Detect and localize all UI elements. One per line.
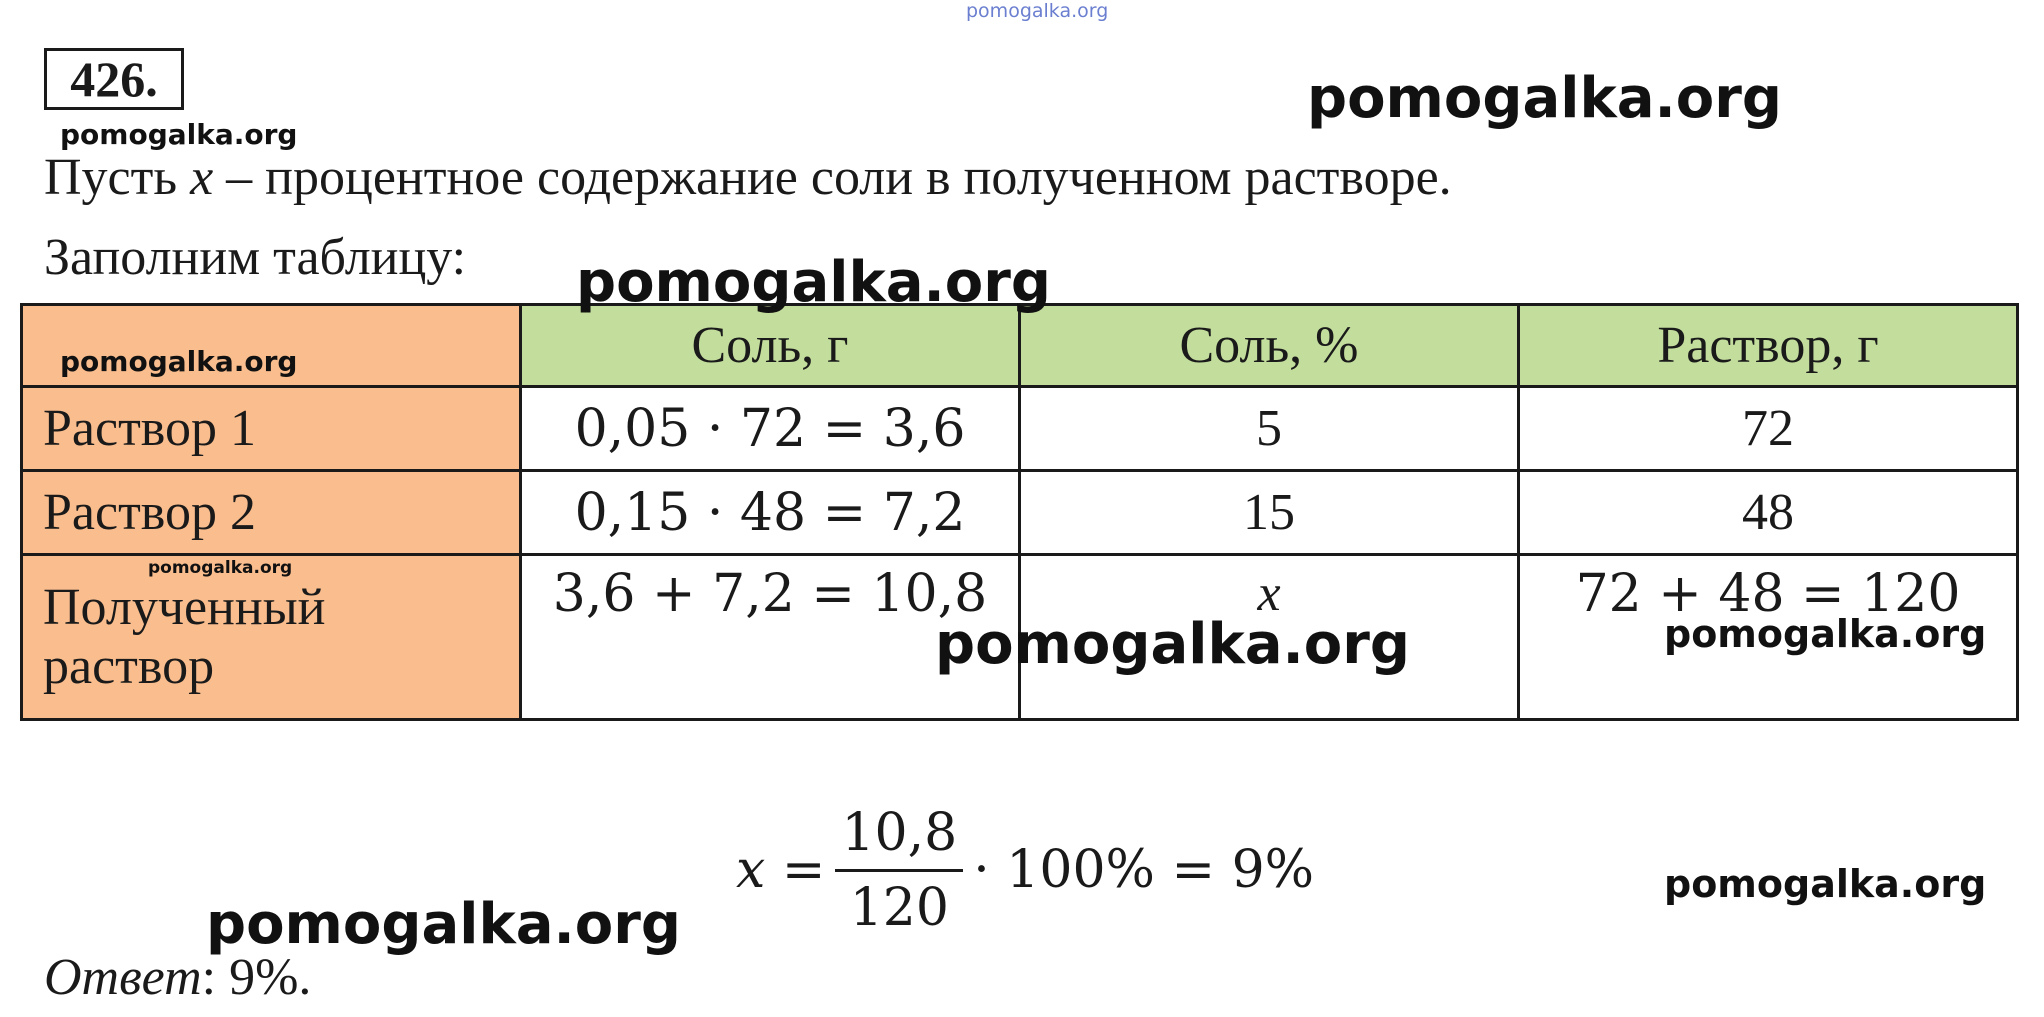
row-label: Раствор 1 — [22, 387, 521, 471]
formula-denominator: 120 — [849, 877, 949, 938]
header-salt-grams: Соль, г — [521, 305, 1020, 387]
cell-solution-grams: 72 + 48 = 120 — [1519, 555, 2018, 720]
cell-salt-percent: x — [1020, 555, 1519, 720]
watermark-text: pomogalka.org — [1664, 612, 1987, 656]
header-solution-grams: Раствор, г — [1519, 305, 2018, 387]
formula-numerator: 10,8 — [835, 803, 963, 872]
row-label: Раствор 2 — [22, 471, 521, 555]
cell-salt-grams: 0,05 · 72 = 3,6 — [521, 387, 1020, 471]
cell-salt-grams: 0,15 · 48 = 7,2 — [521, 471, 1020, 555]
task-number: 426. — [44, 48, 184, 110]
intro-text — [44, 148, 1452, 207]
answer-value: : 9%. — [201, 949, 312, 1006]
watermark-text: pomogalka.org — [60, 118, 298, 151]
table-row — [22, 471, 2018, 555]
watermark-text: pomogalka.org — [206, 892, 681, 957]
watermark-text: pomogalka.org — [935, 612, 1410, 677]
cell-salt-percent: 15 — [1020, 471, 1519, 555]
formula-rhs: · 100% = 9% — [973, 840, 1315, 900]
watermark-text: pomogalka.org — [1664, 862, 1987, 906]
cell-salt-grams: 3,6 + 7,2 = 10,8 — [521, 555, 1020, 720]
intro-part2: – процентное содержание соли в полученном растворе. — [213, 149, 1452, 206]
watermark-text: pomogalka.org — [1307, 66, 1782, 131]
table-header-row — [22, 305, 2018, 387]
table-row — [22, 387, 2018, 471]
intro-variable: x — [190, 149, 214, 206]
header-salt-percent: Соль, % — [1020, 305, 1519, 387]
cell-solution-grams: 48 — [1519, 471, 2018, 555]
cell-salt-percent: 5 — [1020, 387, 1519, 471]
watermark-text: pomogalka.org — [148, 558, 293, 578]
formula-fraction — [835, 803, 963, 938]
watermark-text: pomogalka.org — [576, 250, 1051, 315]
answer-label: Ответ — [44, 949, 202, 1006]
row-label: Полученный раствор — [22, 555, 521, 720]
formula-lhs: x = — [736, 840, 826, 900]
fill-table-text: Заполним таблицу: — [44, 229, 467, 286]
watermark-text: pomogalka.org — [60, 345, 298, 378]
intro-part1: Пусть — [44, 149, 191, 206]
watermark-text: pomogalka.org — [966, 0, 1109, 22]
result-formula — [736, 800, 1314, 940]
cell-solution-grams: 72 — [1519, 387, 2018, 471]
